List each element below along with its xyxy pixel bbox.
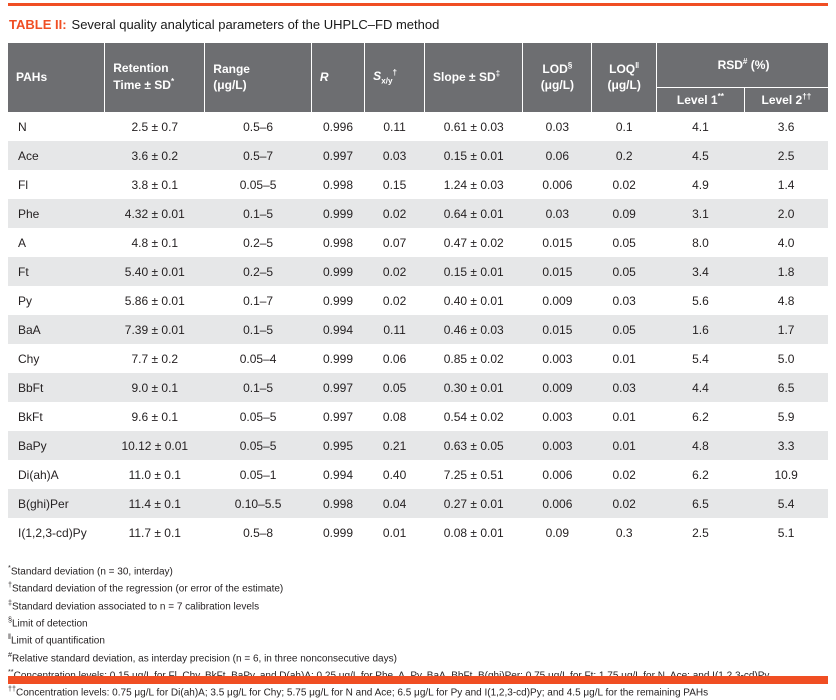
cell: 0.006 [542, 177, 573, 192]
row-label: Di(ah)A [18, 467, 59, 482]
col-header-pahs [8, 43, 105, 112]
cell: 0.02 [612, 496, 636, 511]
text-segment: ‡ [495, 69, 501, 79]
cell: 5.1 [777, 525, 795, 540]
cell: 7.39 ± 0.01 [124, 322, 185, 337]
text-segment: †† [802, 91, 812, 101]
table-caption [9, 17, 828, 32]
cell: 0.015 [542, 264, 573, 279]
cell: 0.006 [542, 467, 573, 482]
cell: 0.46 ± 0.03 [443, 322, 504, 337]
cell: 0.30 ± 0.01 [443, 380, 504, 395]
footnote-marker: †† [8, 684, 16, 694]
table-header [8, 43, 828, 112]
cell: 6.5 [777, 380, 795, 395]
cell: 1.8 [777, 264, 795, 279]
cell: 0.15 ± 0.01 [443, 148, 504, 163]
cell: 7.25 ± 0.51 [443, 467, 504, 482]
cell: 0.02 [382, 293, 407, 308]
cell: 0.3 [615, 525, 633, 540]
text-segment: ‖ [635, 61, 640, 71]
cell: 0.61 ± 0.03 [443, 119, 504, 134]
cell: 4.32 ± 0.01 [124, 206, 185, 221]
cell: 0.003 [542, 438, 573, 453]
cell: 5.0 [777, 351, 795, 366]
footnote-marker: § [8, 614, 12, 624]
cell: 4.4 [692, 380, 709, 395]
footnote-marker: * [8, 563, 11, 572]
cell: 0.03 [382, 148, 407, 163]
text-segment: S [373, 69, 382, 83]
table-row [8, 344, 828, 373]
text-segment: ** [717, 91, 724, 101]
table-row [8, 402, 828, 431]
cell: 4.8 [777, 293, 795, 308]
cell: 4.9 [692, 177, 709, 192]
cell: 1.6 [692, 322, 709, 337]
table-row [8, 315, 828, 344]
table-row [8, 518, 828, 547]
cell: 0.05 [612, 322, 636, 337]
cell: 4.0 [777, 235, 795, 250]
cell: 0.998 [323, 235, 354, 250]
cell: 4.1 [692, 119, 709, 134]
parameters-table [8, 43, 828, 547]
text-segment: LOQ [609, 62, 636, 77]
table-body [8, 112, 828, 547]
text-segment: # [742, 56, 748, 66]
col-header-level-2 [744, 88, 828, 113]
cell: 0.05–5 [239, 438, 277, 453]
cell: 7.7 ± 0.2 [131, 351, 179, 366]
cell: 2.5 ± 0.7 [131, 119, 179, 134]
row-label: Fl [18, 177, 28, 192]
cell: 0.11 [383, 322, 406, 337]
text-segment: (μg/L) [607, 78, 641, 92]
cell: 8.0 [692, 235, 709, 250]
cell: 0.15 [382, 177, 407, 192]
cell: 5.9 [777, 409, 795, 424]
cell: 0.03 [545, 119, 570, 134]
cell: 0.01 [612, 351, 636, 366]
table-row [8, 199, 828, 228]
cell: 0.64 ± 0.01 [443, 206, 504, 221]
cell: 5.6 [692, 293, 709, 308]
row-label: Phe [18, 206, 40, 221]
table-row [8, 489, 828, 518]
cell: 0.995 [323, 438, 354, 453]
cell: 0.01 [382, 525, 407, 540]
text-segment: Level 2 [761, 92, 803, 107]
cell: 0.05–5 [239, 409, 277, 424]
text-segment: † [392, 68, 398, 77]
col-header-sxy [365, 43, 425, 112]
row-label: Chy [18, 351, 40, 366]
row-label: A [18, 235, 27, 250]
text-segment: LOD [542, 62, 568, 77]
row-label: Ft [18, 264, 29, 279]
cell: 0.47 ± 0.02 [443, 235, 504, 250]
cell: 11.0 ± 0.1 [128, 467, 181, 482]
cell: 0.09 [545, 525, 570, 540]
cell: 2.5 [777, 148, 795, 163]
text-segment: R [319, 69, 329, 84]
row-label: B(ghi)Per [18, 496, 69, 511]
cell: 4.8 ± 0.1 [131, 235, 179, 250]
footnote-text: Standard deviation (n = 30, interday) [10, 566, 173, 578]
text-segment: Range [213, 61, 250, 76]
cell: 11.7 ± 0.1 [128, 525, 181, 540]
text-segment: Retention [113, 61, 169, 76]
cell: 0.2–5 [243, 235, 274, 250]
cell: 0.11 [383, 119, 406, 134]
cell: 10.12 ± 0.01 [121, 438, 189, 453]
cell: 0.996 [323, 119, 354, 134]
cell: 0.999 [323, 293, 354, 308]
cell: 0.05 [612, 235, 636, 250]
table-row [8, 228, 828, 257]
cell: 5.4 [777, 496, 795, 511]
footnote-marker: ‖ [8, 632, 11, 642]
cell: 0.63 ± 0.05 [443, 438, 504, 453]
text-segment: * [170, 77, 175, 86]
cell: 4.5 [692, 148, 709, 163]
text-segment: x/y [381, 76, 393, 86]
table-row [8, 170, 828, 199]
footnote [8, 682, 828, 699]
col-header-group-rsd [657, 43, 828, 88]
footnote-marker: ‡ [8, 597, 12, 607]
cell: 0.21 [382, 438, 407, 453]
text-segment: Level 1 [676, 92, 718, 107]
cell: 0.2–5 [243, 264, 274, 279]
cell: 0.006 [542, 496, 573, 511]
cell: 0.03 [612, 380, 636, 395]
cell: 0.2 [615, 148, 633, 163]
cell: 0.1 [615, 119, 633, 134]
table-row [8, 373, 828, 402]
text-segment: PAHs [16, 69, 48, 84]
cell: 1.4 [777, 177, 795, 192]
cell: 0.1–5 [243, 322, 274, 337]
row-label: BkFt [18, 409, 43, 424]
cell: 0.02 [612, 177, 636, 192]
cell: 4.8 [692, 438, 709, 453]
row-label: BaPy [18, 438, 47, 453]
footnote [8, 578, 828, 595]
cell: 0.05 [382, 380, 407, 395]
cell: 0.08 ± 0.01 [443, 525, 504, 540]
cell: 0.02 [612, 467, 636, 482]
cell: 0.04 [382, 496, 407, 511]
col-header-retention-time [105, 43, 205, 112]
cell: 0.999 [323, 264, 354, 279]
cell: 0.997 [323, 409, 354, 424]
footnote [8, 596, 828, 613]
cell: 0.999 [323, 525, 354, 540]
footnote-text: Limit of detection [12, 618, 88, 630]
cell: 3.6 ± 0.2 [131, 148, 179, 163]
cell: 0.27 ± 0.01 [443, 496, 504, 511]
table-row [8, 286, 828, 315]
table-caption-text: Several quality analytical parameters of the UHPLC–FD method [71, 17, 440, 32]
footnote-text: Relative standard deviation, as interday precision (n = 6, in three nonconsecutive days) [12, 652, 397, 664]
cell: 0.5–6 [243, 119, 274, 134]
cell: 2.5 [692, 525, 709, 540]
cell: 0.997 [323, 380, 354, 395]
cell: 0.999 [323, 206, 354, 221]
cell: 5.86 ± 0.01 [124, 293, 185, 308]
col-header-slope [425, 43, 523, 112]
table-row [8, 141, 828, 170]
cell: 0.03 [545, 206, 570, 221]
cell: 0.06 [382, 351, 407, 366]
footnote [8, 613, 828, 630]
footnote [8, 561, 828, 578]
cell: 5.4 [692, 351, 709, 366]
cell: 3.3 [777, 438, 795, 453]
cell: 3.4 [692, 264, 709, 279]
cell: 9.6 ± 0.1 [131, 409, 179, 424]
cell: 0.09 [612, 206, 636, 221]
text-segment: Slope ± SD [433, 70, 496, 85]
top-divider [8, 3, 828, 6]
header-row-main [8, 43, 828, 88]
cell: 0.02 [382, 206, 407, 221]
cell: 0.03 [612, 293, 636, 308]
text-segment: Time ± SD [113, 78, 171, 92]
cell: 0.5–7 [243, 148, 274, 163]
cell: 3.8 ± 0.1 [131, 177, 179, 192]
cell: 0.015 [542, 322, 573, 337]
cell: 0.40 [382, 467, 407, 482]
col-header-range [205, 43, 312, 112]
cell: 1.24 ± 0.03 [443, 177, 504, 192]
cell: 0.07 [382, 235, 407, 250]
cell: 5.40 ± 0.01 [124, 264, 185, 279]
cell: 0.10–5.5 [234, 496, 282, 511]
cell: 0.998 [323, 177, 354, 192]
cell: 0.15 ± 0.01 [443, 264, 504, 279]
footnote-text: Limit of quantification [10, 635, 105, 647]
cell: 0.015 [542, 235, 573, 250]
col-header-level-1 [657, 88, 745, 113]
cell: 0.01 [612, 409, 636, 424]
cell: 1.7 [777, 322, 795, 337]
col-header-loq [592, 43, 657, 112]
table-caption-label: TABLE II: [9, 17, 67, 32]
row-label: Py [18, 293, 33, 308]
cell: 0.1–7 [243, 293, 274, 308]
footnote [8, 648, 828, 665]
table-row [8, 460, 828, 489]
cell: 3.6 [777, 119, 795, 134]
cell: 0.009 [542, 293, 573, 308]
cell: 6.2 [692, 467, 709, 482]
cell: 0.06 [545, 148, 570, 163]
cell: 0.998 [323, 496, 354, 511]
cell: 2.0 [777, 206, 795, 221]
cell: 0.997 [323, 148, 354, 163]
cell: 0.1–5 [243, 380, 274, 395]
cell: 0.994 [323, 467, 354, 482]
text-segment: § [567, 61, 573, 71]
footnote-text: Concentration levels: 0.75 μg/L for Di(ah)A; 3.5 μg/L for Chy; 5.75 μg/L for N and Ace; 6.5 μg/L for Py and I(1,2,3-cd)Py; and 4.5 μg/L for the remaining PAHs [16, 687, 709, 699]
row-label: BaA [18, 322, 41, 337]
page [0, 3, 836, 699]
cell: 0.01 [612, 438, 636, 453]
cell: 6.2 [692, 409, 709, 424]
cell: 0.009 [542, 380, 573, 395]
table-row [8, 112, 828, 141]
cell: 0.05–4 [239, 351, 277, 366]
footnote-text: Standard deviation associated to n = 7 calibration levels [12, 600, 260, 612]
row-label: N [18, 119, 27, 134]
cell: 0.05 [612, 264, 636, 279]
cell: 0.003 [542, 351, 573, 366]
cell: 11.4 ± 0.1 [128, 496, 181, 511]
footnote-marker: † [8, 580, 12, 590]
text-segment: (μg/L) [213, 77, 247, 92]
footnote-text: Standard deviation of the regression (or error of the estimate) [12, 583, 284, 595]
cell: 0.08 [382, 409, 407, 424]
footnote-marker: # [8, 649, 12, 659]
bottom-divider [8, 676, 828, 684]
text-segment: RSD [717, 57, 743, 72]
cell: 9.0 ± 0.1 [131, 380, 179, 395]
text-segment: (%) [747, 57, 770, 72]
cell: 0.54 ± 0.02 [443, 409, 504, 424]
cell: 3.1 [692, 206, 709, 221]
row-label: BbFt [18, 380, 44, 395]
table-row [8, 431, 828, 460]
cell: 0.05–5 [239, 177, 277, 192]
cell: 0.999 [323, 351, 354, 366]
row-label: Ace [18, 148, 39, 163]
cell: 0.5–8 [243, 525, 274, 540]
col-header-lod [523, 43, 592, 112]
cell: 0.003 [542, 409, 573, 424]
cell: 0.05–1 [239, 467, 277, 482]
cell: 0.1–5 [243, 206, 274, 221]
table-row [8, 257, 828, 286]
row-label: I(1,2,3-cd)Py [18, 525, 87, 540]
footnote [8, 630, 828, 647]
cell: 10.9 [774, 467, 798, 482]
cell: 0.02 [382, 264, 407, 279]
cell: 6.5 [692, 496, 709, 511]
col-header-r [311, 43, 364, 112]
cell: 0.994 [323, 322, 354, 337]
text-segment: (μg/L) [540, 78, 575, 92]
cell: 0.85 ± 0.02 [443, 351, 504, 366]
footnote-marker: ** [8, 666, 14, 676]
cell: 0.40 ± 0.01 [443, 293, 504, 308]
